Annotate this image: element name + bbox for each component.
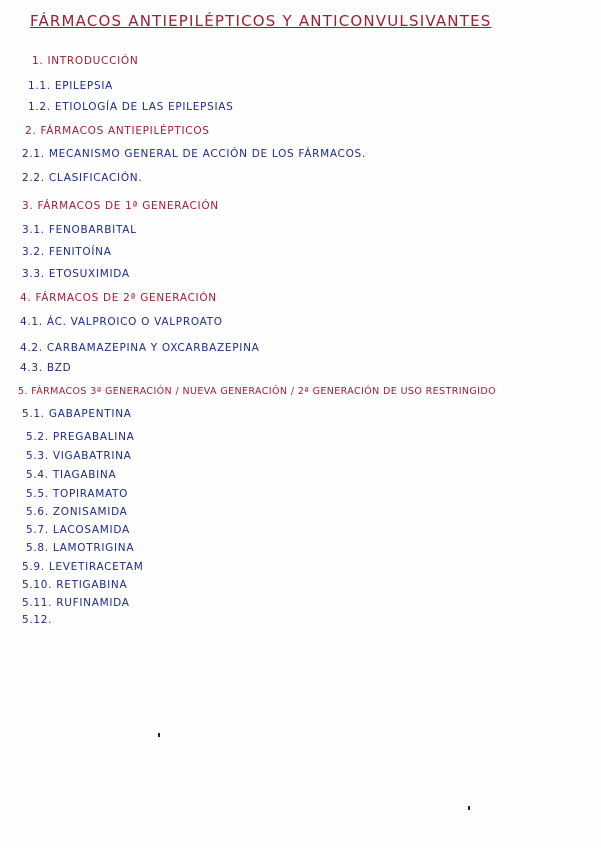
outline-item: 1.1. EPILEPSIA: [28, 80, 113, 92]
outline-item: 5.12.: [22, 614, 53, 626]
outline-item: 5.5. TOPIRAMATO: [26, 488, 129, 500]
outline-item: 5.10. RETIGABINA: [22, 579, 128, 591]
outline-item: 4.2. CARBAMAZEPINA Y OXCARBAZEPINA: [20, 342, 260, 354]
outline-item: 3. FÁRMACOS DE 1ª GENERACIÓN: [22, 200, 219, 212]
outline-item: 3.3. ETOSUXIMIDA: [22, 268, 130, 280]
outline-item: 2.1. MECANISMO GENERAL DE ACCIÓN DE LOS FÁRMACOS.: [22, 148, 366, 160]
outline-item: 4.3. BZD: [20, 362, 72, 374]
outline-item: 5.9. LEVETIRACETAM: [22, 561, 144, 573]
outline-item: 5.8. LAMOTRIGINA: [26, 542, 135, 554]
page-title: FÁRMACOS ANTIEPILÉPTICOS Y ANTICONVULSIVANTES: [30, 12, 492, 30]
outline-item: 5.6. ZONISAMIDA: [26, 506, 128, 518]
pen-mark: [158, 733, 160, 737]
outline-item: 2.2. CLASIFICACIÓN.: [22, 172, 143, 184]
outline-item: 1.2. ETIOLOGÍA DE LAS EPILEPSIAS: [28, 101, 234, 113]
outline-item: 3.1. FENOBARBITAL: [22, 224, 137, 236]
outline-item: 4.1. ÁC. VALPROICO O VALPROATO: [20, 316, 223, 328]
outline-item: 5.11. RUFINAMIDA: [22, 597, 130, 609]
outline-item: 2. FÁRMACOS ANTIEPILÉPTICOS: [25, 125, 210, 137]
outline-item: 4. FÁRMACOS DE 2ª GENERACIÓN: [20, 292, 217, 304]
outline-item: 5. FÁRMACOS 3ª GENERACIÓN / NUEVA GENERACIÓN / 2ª GENERACIÓN DE USO RESTRINGIDO: [18, 386, 496, 397]
outline-item: 5.4. TIAGABINA: [26, 469, 117, 481]
outline-item: 5.2. PREGABALINA: [26, 431, 135, 443]
outline-item: 5.3. VIGABATRINA: [26, 450, 132, 462]
outline-item: 5.1. GABAPENTINA: [22, 408, 132, 420]
outline-item: 5.7. LACOSAMIDA: [26, 524, 130, 536]
outline-item: 3.2. FENITOÍNA: [22, 246, 112, 258]
outline-item: 1. INTRODUCCIÓN: [32, 55, 139, 67]
pen-mark: [468, 806, 470, 810]
